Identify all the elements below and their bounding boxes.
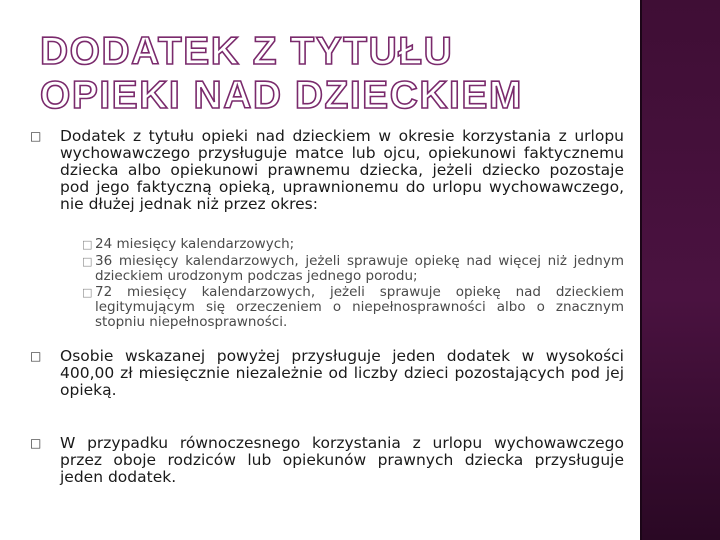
bullet-marker-icon: □	[30, 436, 42, 450]
bullet-text: Osobie wskazanej powyżej przysługuje jeden dodatek w wysokości 400,00 zł miesięcznie niezależnie od liczby dzieci pozostających pod jej opieką.	[60, 347, 624, 399]
sub-bullet-marker-icon: □	[82, 255, 93, 268]
bullet-item	[30, 348, 624, 399]
bullet-item	[30, 128, 624, 213]
sub-bullet-marker-icon: □	[82, 286, 93, 299]
bullet-item	[30, 435, 624, 486]
sub-bullet-marker-icon: □	[82, 238, 93, 251]
bullet-marker-icon: □	[30, 129, 42, 143]
bullet-text: Dodatek z tytułu opieki nad dzieckiem w okresie korzystania z urlopu wychowawczego przysługuje matce lub ojcu, opiekunowi faktycznemu dziecka albo opiekunowi prawnemu dziecka, jeżeli dziecko pozostaje pod jego faktyczną opieką, uprawnionemu do urlopu wychowawczego, nie dłużej jednak niż przez okres:	[60, 127, 624, 213]
sub-bullet-item	[82, 237, 624, 253]
sub-bullet-list	[82, 237, 624, 330]
bullet-text: W przypadku równoczesnego korzystania z urlopu wychowawczego przez oboje rodziców lub opiekunów prawnych dziecka przysługuje jeden dodatek.	[60, 434, 624, 486]
sub-bullet-text: 36 miesięcy kalendarzowych, jeżeli sprawuje opiekę nad więcej niż jednym dzieckiem urodzonym podczas jednego porodu;	[95, 253, 624, 284]
sub-bullet-item	[82, 254, 624, 284]
sub-bullet-item	[82, 285, 624, 330]
sub-bullet-text: 72 miesięcy kalendarzowych, jeżeli sprawuje opiekę nad dzieckiem legitymującym się orzeczeniem o niepełnosprawności albo o znacznym stopniu niepełnosprawności.	[95, 284, 624, 330]
bullet-marker-icon: □	[30, 349, 42, 363]
decorative-side-panel	[640, 0, 720, 540]
sub-bullet-text: 24 miesięcy kalendarzowych;	[95, 236, 295, 252]
slide-content	[30, 128, 624, 486]
slide-title: DODATEK Z TYTUŁU OPIEKI NAD DZIECKIEM	[40, 30, 523, 117]
